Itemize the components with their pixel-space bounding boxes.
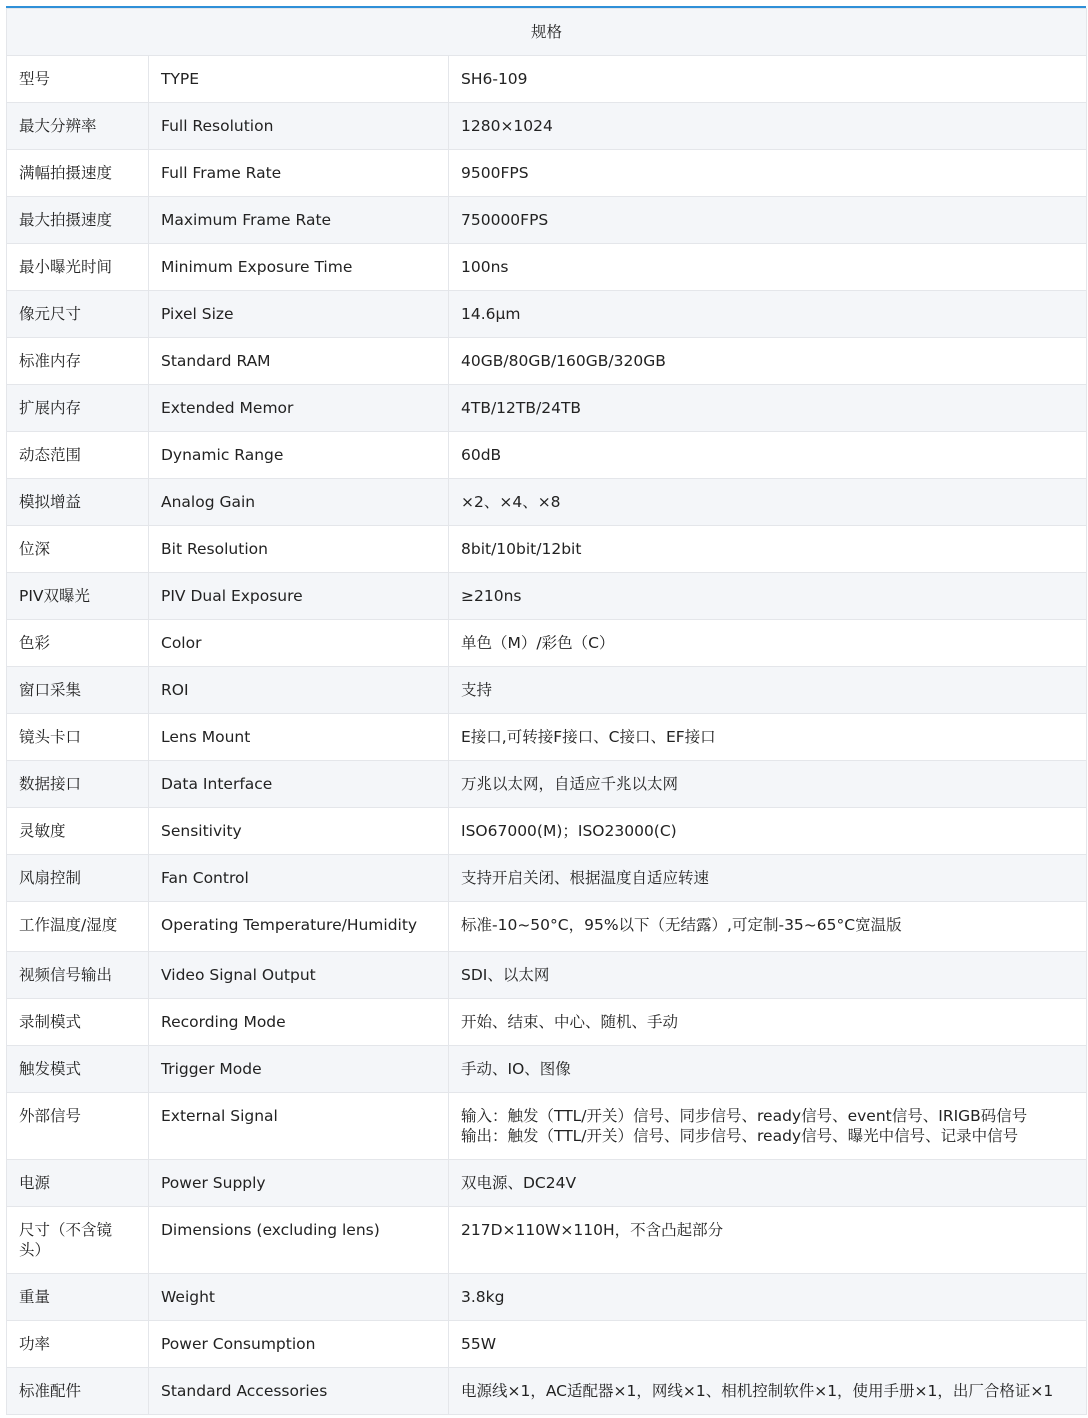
row-value: 8bit/10bit/12bit [449, 526, 1087, 573]
row-value: 单色（M）/彩色（C） [449, 620, 1087, 667]
row-label-en: TYPE [149, 56, 449, 103]
spec-table [6, 8, 1087, 1415]
row-label-en: Pixel Size [149, 291, 449, 338]
row-label-en: ROI [149, 667, 449, 714]
row-label-cn: 窗口采集 [7, 667, 149, 714]
row-value: 60dB [449, 432, 1087, 479]
table-row [7, 1368, 1087, 1415]
table-row [7, 855, 1087, 902]
row-label-cn: 灵敏度 [7, 808, 149, 855]
table-row [7, 385, 1087, 432]
table-row [7, 244, 1087, 291]
table-row [7, 338, 1087, 385]
row-value-line-output: 输出：触发（TTL/开关）信号、同步信号、ready信号、曝光中信号、记录中信号 [461, 1127, 1019, 1145]
row-label-en: Standard Accessories [149, 1368, 449, 1415]
row-label-cn-line: 头） [19, 1241, 51, 1259]
row-label-en: Recording Mode [149, 999, 449, 1046]
row-label-en: Trigger Mode [149, 1046, 449, 1093]
table-row [7, 103, 1087, 150]
row-label-en: Standard RAM [149, 338, 449, 385]
row-label-en: Analog Gain [149, 479, 449, 526]
row-value: 开始、结束、中心、随机、手动 [449, 999, 1087, 1046]
row-value: ISO67000(M)；ISO23000(C) [449, 808, 1087, 855]
row-label-cn: 触发模式 [7, 1046, 149, 1093]
row-label-en: Fan Control [149, 855, 449, 902]
table-row [7, 620, 1087, 667]
row-value: 双电源、DC24V [449, 1160, 1087, 1207]
table-row [7, 1160, 1087, 1207]
table-header: 规格 [7, 9, 1087, 56]
row-label-en: Minimum Exposure Time [149, 244, 449, 291]
row-label-cn: 录制模式 [7, 999, 149, 1046]
row-label-cn [7, 1207, 149, 1274]
row-label-cn: 型号 [7, 56, 149, 103]
row-label-cn: PIV双曝光 [7, 573, 149, 620]
row-value: 40GB/80GB/160GB/320GB [449, 338, 1087, 385]
row-label-en: Dynamic Range [149, 432, 449, 479]
row-label-cn: 动态范围 [7, 432, 149, 479]
row-label-cn: 数据接口 [7, 761, 149, 808]
row-label-en: External Signal [149, 1093, 449, 1160]
row-label-cn: 外部信号 [7, 1093, 149, 1160]
row-value: 4TB/12TB/24TB [449, 385, 1087, 432]
row-label-en: Full Resolution [149, 103, 449, 150]
row-value: 100ns [449, 244, 1087, 291]
row-label-cn-line: 尺寸（不含镜 [19, 1221, 113, 1239]
row-label-en: Dimensions (excluding lens) [149, 1207, 449, 1274]
table-row [7, 999, 1087, 1046]
table-row [7, 808, 1087, 855]
row-label-en: Video Signal Output [149, 952, 449, 999]
table-row [7, 667, 1087, 714]
row-label-en: Power Supply [149, 1160, 449, 1207]
row-label-cn: 镜头卡口 [7, 714, 149, 761]
row-label-cn: 重量 [7, 1274, 149, 1321]
row-value: 14.6μm [449, 291, 1087, 338]
row-label-cn: 标准配件 [7, 1368, 149, 1415]
row-label-cn: 满幅拍摄速度 [7, 150, 149, 197]
row-label-cn: 工作温度/湿度 [7, 902, 149, 952]
table-row [7, 902, 1087, 952]
row-label-cn: 风扇控制 [7, 855, 149, 902]
row-label-en: Full Frame Rate [149, 150, 449, 197]
row-value: 万兆以太网，自适应千兆以太网 [449, 761, 1087, 808]
row-label-en: Lens Mount [149, 714, 449, 761]
table-row [7, 479, 1087, 526]
row-value: SH6-109 [449, 56, 1087, 103]
row-label-cn: 位深 [7, 526, 149, 573]
row-label-cn: 视频信号输出 [7, 952, 149, 999]
row-value: 支持 [449, 667, 1087, 714]
row-value: 1280×1024 [449, 103, 1087, 150]
row-value: SDI、以太网 [449, 952, 1087, 999]
row-label-en: Bit Resolution [149, 526, 449, 573]
row-label-en: Operating Temperature/Humidity [149, 902, 449, 952]
row-value [449, 1093, 1087, 1160]
row-value: E接口,可转接F接口、C接口、EF接口 [449, 714, 1087, 761]
table-row [7, 761, 1087, 808]
row-value: 电源线×1，AC适配器×1，网线×1、相机控制软件×1，使用手册×1，出厂合格证×1 [449, 1368, 1087, 1415]
row-label-en: Data Interface [149, 761, 449, 808]
row-value: ×2、×4、×8 [449, 479, 1087, 526]
row-label-cn: 色彩 [7, 620, 149, 667]
row-label-cn: 标准内存 [7, 338, 149, 385]
table-row [7, 714, 1087, 761]
row-value: 手动、IO、图像 [449, 1046, 1087, 1093]
table-header-row [7, 9, 1087, 56]
row-label-en: Weight [149, 1274, 449, 1321]
row-value: 217D×110W×110H，不含凸起部分 [449, 1207, 1087, 1274]
row-label-cn: 模拟增益 [7, 479, 149, 526]
table-row [7, 150, 1087, 197]
table-row [7, 56, 1087, 103]
table-row [7, 291, 1087, 338]
row-label-cn: 扩展内存 [7, 385, 149, 432]
row-value: 支持开启关闭、根据温度自适应转速 [449, 855, 1087, 902]
row-value: 标准-10~50°C，95%以下（无结露）,可定制-35~65°C宽温版 [449, 902, 1087, 952]
row-value: 3.8kg [449, 1274, 1087, 1321]
table-row [7, 1093, 1087, 1160]
table-row [7, 526, 1087, 573]
row-label-cn: 最大拍摄速度 [7, 197, 149, 244]
row-value: 55W [449, 1321, 1087, 1368]
row-label-en: Color [149, 620, 449, 667]
row-value: 9500FPS [449, 150, 1087, 197]
table-row [7, 432, 1087, 479]
row-label-cn: 电源 [7, 1160, 149, 1207]
row-label-cn: 最大分辨率 [7, 103, 149, 150]
row-label-cn: 像元尺寸 [7, 291, 149, 338]
table-row [7, 573, 1087, 620]
table-row [7, 1274, 1087, 1321]
row-label-en: Maximum Frame Rate [149, 197, 449, 244]
table-row [7, 197, 1087, 244]
row-value: 750000FPS [449, 197, 1087, 244]
row-value-line-input: 输入：触发（TTL/开关）信号、同步信号、ready信号、event信号、IRIGB码信号 [461, 1107, 1028, 1125]
row-label-en: PIV Dual Exposure [149, 573, 449, 620]
table-row [7, 1046, 1087, 1093]
row-label-cn: 最小曝光时间 [7, 244, 149, 291]
row-label-en: Power Consumption [149, 1321, 449, 1368]
table-row [7, 952, 1087, 999]
row-label-en: Sensitivity [149, 808, 449, 855]
row-value: ≥210ns [449, 573, 1087, 620]
table-row [7, 1207, 1087, 1274]
table-row [7, 1321, 1087, 1368]
row-label-en: Extended Memor [149, 385, 449, 432]
row-label-cn: 功率 [7, 1321, 149, 1368]
